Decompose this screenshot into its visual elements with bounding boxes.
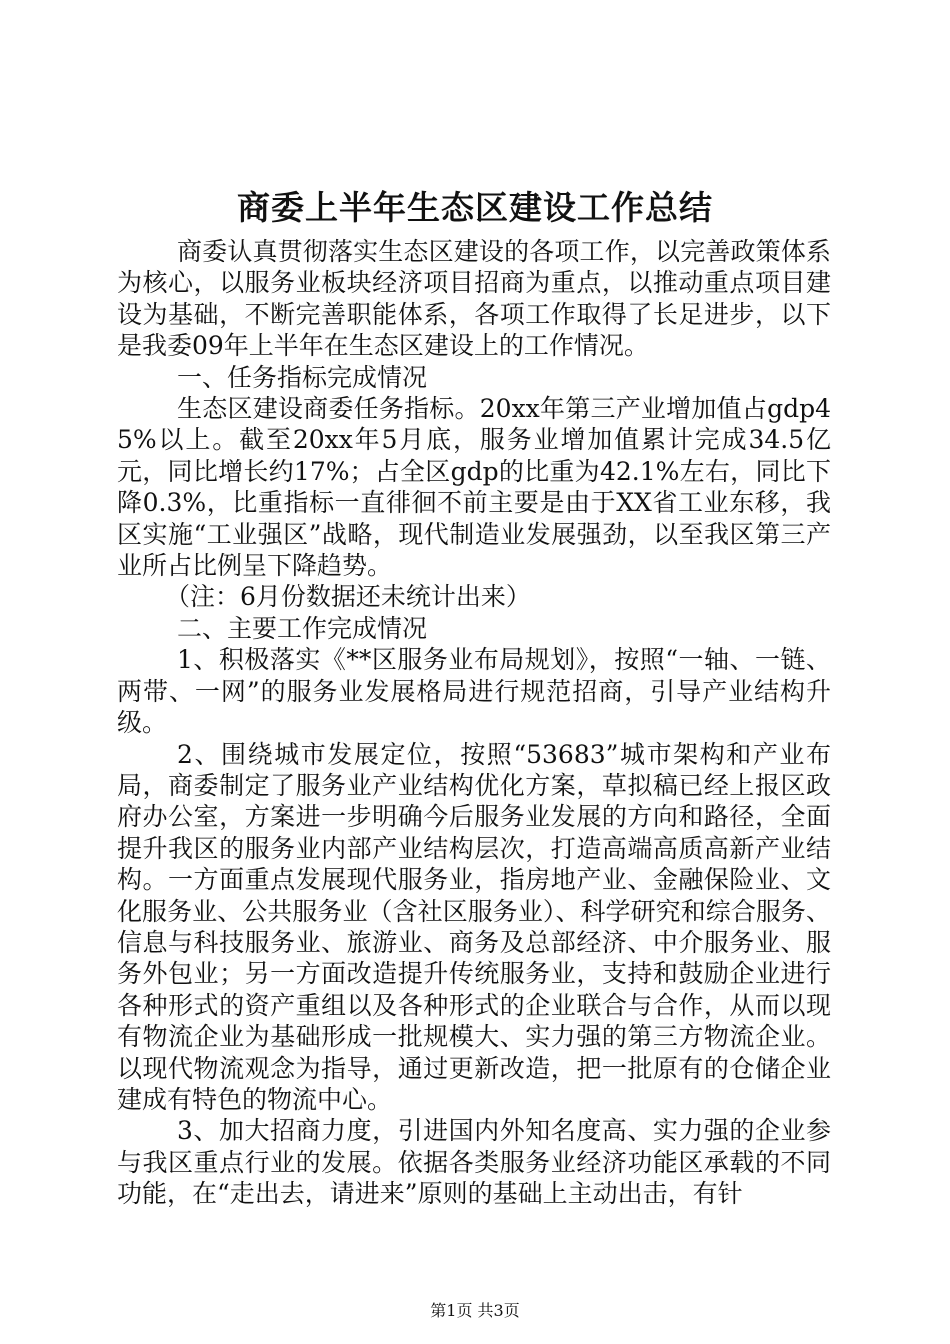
work-item-3: 3、加大招商力度，引进国内外知名度高、实力强的企业参与我区重点行业的发展。依据各类服务业经济功能区承载的不同功能，在“走出去，请进来”原则的基础上主动出击，有针 [117,1116,831,1209]
indicator-paragraph: 生态区建设商委任务指标。20xx年第三产业增加值占gdp45%以上。截至20xx年5月底，服务业增加值累计完成34.5亿元，同比增长约17%；占全区gdp的比重为42.1%左右，同比下降0.3%，比重指标一直徘徊不前主要是由于XX省工业东移，我区实施“工业强区”战略，现代制造业发展强劲，以至我区第三产业所占比例呈下降趋势。 [117,394,831,581]
document-body [117,236,831,1210]
section-heading-2: 二、主要工作完成情况 [177,613,428,643]
intro-paragraph: 商委认真贯彻落实生态区建设的各项工作，以完善政策体系为核心，以服务业板块经济项目招商为重点，以推动重点项目建设为基础，不断完善职能体系，各项工作取得了长足进步，以下是我委09年上半年在生态区建设上的工作情况。 [117,237,831,361]
work-item-1: 1、积极落实《**区服务业布局规划》，按照“一轴、一链、两带、一网”的服务业发展格局进行规范招商，引导产业结构升级。 [117,645,831,738]
work-item-2: 2、围绕城市发展定位，按照“53683”城市架构和产业布局，商委制定了服务业产业结构优化方案，草拟稿已经上报区政府办公室，方案进一步明确今后服务业发展的方向和路径，全面提升我区的服务业内部产业结构层次，打造高端高质高新产业结构。一方面重点发展现代服务业，指房地产业、金融保险业、文化服务业、公共服务业（含社区服务业）、科学研究和综合服务、信息与科技服务业、旅游业、商务及总部经济、中介服务业、服务外包业；另一方面改造提升传统服务业，支持和鼓励企业进行各种形式的资产重组以及各种形式的企业联合与合作，从而以现有物流企业为基础形成一批规模大、实力强的第三方物流企业。以现代物流观念为指导，通过更新改造，把一批原有的仓储企业建成有特色的物流中心。 [117,739,831,1114]
document-title: 商委上半年生态区建设工作总结 [237,188,713,227]
section-heading-1: 一、任务指标完成情况 [177,362,428,392]
note-paragraph: （注：6月份数据还未统计出来） [165,582,531,612]
page-footer: 第1页 共3页 [430,1301,520,1320]
